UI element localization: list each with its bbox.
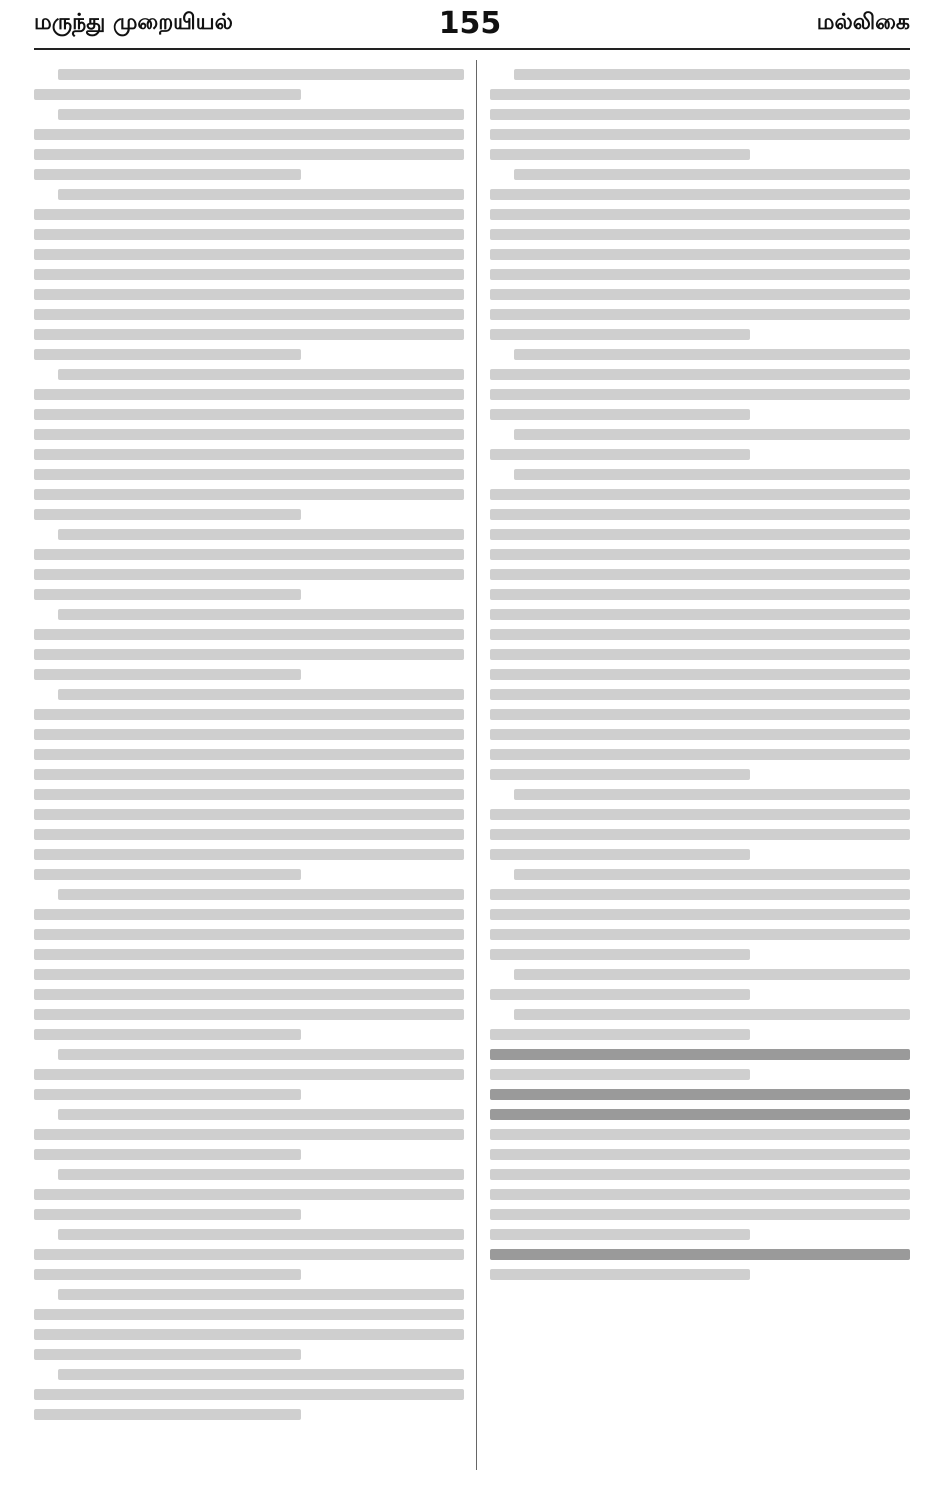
- text-line-placeholder: [34, 809, 464, 820]
- text-line-placeholder: [490, 729, 910, 740]
- text-placeholder-paragraph: [490, 469, 910, 780]
- text-line-placeholder: [490, 329, 750, 340]
- text-line-placeholder: [58, 609, 464, 620]
- text-line-placeholder: [34, 829, 464, 840]
- text-line-placeholder: [490, 769, 750, 780]
- text-line-placeholder: [34, 669, 301, 680]
- text-line-placeholder: [490, 709, 910, 720]
- text-placeholder-paragraph: [34, 189, 464, 360]
- text-line-placeholder: [490, 369, 910, 380]
- text-line-placeholder: [34, 169, 301, 180]
- text-placeholder-paragraph: [34, 109, 464, 180]
- text-line-placeholder: [34, 389, 464, 400]
- text-line-placeholder: [34, 1249, 464, 1260]
- text-line-placeholder: [58, 109, 464, 120]
- text-line-placeholder: [490, 1249, 910, 1260]
- running-title-left: மருந்து முறையியல்: [34, 10, 233, 35]
- text-line-placeholder: [34, 1069, 464, 1080]
- text-line-placeholder: [490, 1209, 910, 1220]
- text-placeholder-paragraph: [490, 869, 910, 960]
- text-line-placeholder: [58, 189, 464, 200]
- text-placeholder-paragraph: [34, 1169, 464, 1220]
- text-line-placeholder: [34, 1309, 464, 1320]
- text-line-placeholder: [58, 889, 464, 900]
- text-placeholder-paragraph: [490, 429, 910, 460]
- text-line-placeholder: [34, 849, 464, 860]
- text-line-placeholder: [34, 269, 464, 280]
- text-line-placeholder: [34, 629, 464, 640]
- text-line-placeholder: [490, 649, 910, 660]
- text-placeholder-entry: [490, 1089, 910, 1100]
- text-placeholder-entry: [490, 1109, 910, 1240]
- header-rule: [34, 48, 910, 50]
- text-line-placeholder: [34, 749, 464, 760]
- text-line-placeholder: [514, 1009, 910, 1020]
- text-placeholder-paragraph: [490, 1009, 910, 1040]
- text-line-placeholder: [490, 1069, 750, 1080]
- text-line-placeholder: [490, 509, 910, 520]
- text-line-placeholder: [490, 389, 910, 400]
- text-line-placeholder: [34, 969, 464, 980]
- text-line-placeholder: [34, 229, 464, 240]
- text-line-placeholder: [34, 769, 464, 780]
- text-line-placeholder: [514, 969, 910, 980]
- text-placeholder-paragraph: [34, 69, 464, 100]
- text-placeholder-paragraph: [34, 1369, 464, 1420]
- text-line-placeholder: [514, 789, 910, 800]
- text-placeholder-paragraph: [34, 889, 464, 1040]
- text-line-placeholder: [34, 1409, 301, 1420]
- text-line-placeholder: [34, 209, 464, 220]
- text-line-placeholder: [58, 69, 464, 80]
- text-placeholder-entry: [490, 1249, 910, 1280]
- text-placeholder-paragraph: [34, 609, 464, 680]
- text-line-placeholder: [490, 989, 750, 1000]
- text-line-placeholder: [490, 929, 910, 940]
- text-line-placeholder: [490, 309, 910, 320]
- text-line-placeholder: [34, 709, 464, 720]
- text-line-placeholder: [490, 209, 910, 220]
- text-line-placeholder: [34, 989, 464, 1000]
- text-line-placeholder: [490, 109, 910, 120]
- text-line-placeholder: [490, 749, 910, 760]
- text-line-placeholder: [58, 529, 464, 540]
- text-line-placeholder: [490, 1169, 910, 1180]
- text-line-placeholder: [514, 469, 910, 480]
- page-number: 155: [438, 6, 502, 41]
- text-line-placeholder: [490, 1149, 910, 1160]
- text-line-placeholder: [490, 489, 910, 500]
- text-line-placeholder: [514, 429, 910, 440]
- text-line-placeholder: [34, 489, 464, 500]
- text-line-placeholder: [490, 829, 910, 840]
- text-placeholder-paragraph: [490, 349, 910, 420]
- right-column: [490, 60, 910, 1470]
- text-line-placeholder: [34, 1209, 301, 1220]
- text-line-placeholder: [490, 549, 910, 560]
- text-line-placeholder: [58, 369, 464, 380]
- text-line-placeholder: [34, 449, 464, 460]
- text-line-placeholder: [490, 569, 910, 580]
- text-line-placeholder: [34, 1189, 464, 1200]
- text-line-placeholder: [58, 1109, 464, 1120]
- text-line-placeholder: [490, 669, 910, 680]
- text-line-placeholder: [34, 289, 464, 300]
- text-line-placeholder: [490, 949, 750, 960]
- text-line-placeholder: [34, 329, 464, 340]
- text-line-placeholder: [490, 1049, 910, 1060]
- text-line-placeholder: [490, 589, 910, 600]
- text-line-placeholder: [34, 429, 464, 440]
- text-line-placeholder: [58, 1369, 464, 1380]
- text-line-placeholder: [490, 1189, 910, 1200]
- text-line-placeholder: [34, 149, 464, 160]
- text-placeholder-paragraph: [34, 369, 464, 520]
- text-line-placeholder: [34, 569, 464, 580]
- text-line-placeholder: [34, 589, 301, 600]
- text-line-placeholder: [34, 349, 301, 360]
- text-line-placeholder: [34, 249, 464, 260]
- text-line-placeholder: [34, 949, 464, 960]
- text-line-placeholder: [514, 169, 910, 180]
- text-line-placeholder: [34, 1129, 464, 1140]
- text-placeholder-paragraph: [34, 1229, 464, 1280]
- text-line-placeholder: [34, 869, 301, 880]
- text-line-placeholder: [34, 909, 464, 920]
- text-line-placeholder: [34, 1009, 464, 1020]
- text-placeholder-paragraph: [34, 1289, 464, 1360]
- text-line-placeholder: [490, 149, 750, 160]
- text-line-placeholder: [34, 1269, 301, 1280]
- text-line-placeholder: [490, 249, 910, 260]
- text-line-placeholder: [514, 349, 910, 360]
- text-placeholder-paragraph: [490, 969, 910, 1000]
- text-placeholder-entry: [490, 1049, 910, 1080]
- text-line-placeholder: [34, 409, 464, 420]
- text-line-placeholder: [490, 689, 910, 700]
- text-line-placeholder: [490, 1229, 750, 1240]
- text-line-placeholder: [490, 409, 750, 420]
- text-line-placeholder: [34, 129, 464, 140]
- text-line-placeholder: [490, 629, 910, 640]
- text-line-placeholder: [58, 1049, 464, 1060]
- text-line-placeholder: [490, 1109, 910, 1120]
- text-line-placeholder: [58, 689, 464, 700]
- text-line-placeholder: [34, 549, 464, 560]
- left-column: [34, 60, 464, 1470]
- text-line-placeholder: [514, 69, 910, 80]
- text-line-placeholder: [34, 1029, 301, 1040]
- text-line-placeholder: [34, 1089, 301, 1100]
- text-line-placeholder: [34, 469, 464, 480]
- column-divider: [476, 60, 477, 1470]
- text-placeholder-paragraph: [490, 789, 910, 860]
- text-line-placeholder: [34, 509, 301, 520]
- text-line-placeholder: [490, 809, 910, 820]
- text-line-placeholder: [490, 289, 910, 300]
- text-line-placeholder: [34, 309, 464, 320]
- text-line-placeholder: [34, 729, 464, 740]
- text-line-placeholder: [490, 89, 910, 100]
- text-line-placeholder: [490, 129, 910, 140]
- text-placeholder-paragraph: [34, 1109, 464, 1160]
- running-title-right: மல்லிகை: [816, 10, 910, 35]
- text-placeholder-paragraph: [34, 1049, 464, 1100]
- text-line-placeholder: [490, 1089, 910, 1100]
- text-line-placeholder: [34, 929, 464, 940]
- text-line-placeholder: [58, 1289, 464, 1300]
- text-line-placeholder: [34, 89, 301, 100]
- text-line-placeholder: [34, 1349, 301, 1360]
- text-line-placeholder: [490, 269, 910, 280]
- text-line-placeholder: [490, 229, 910, 240]
- text-line-placeholder: [58, 1169, 464, 1180]
- text-line-placeholder: [34, 1149, 301, 1160]
- text-line-placeholder: [490, 449, 750, 460]
- text-line-placeholder: [490, 1029, 750, 1040]
- text-line-placeholder: [490, 849, 750, 860]
- text-line-placeholder: [34, 1329, 464, 1340]
- text-line-placeholder: [490, 909, 910, 920]
- text-line-placeholder: [490, 1129, 910, 1140]
- text-placeholder-paragraph: [490, 169, 910, 340]
- text-line-placeholder: [34, 649, 464, 660]
- text-line-placeholder: [34, 789, 464, 800]
- text-line-placeholder: [490, 609, 910, 620]
- text-placeholder-paragraph: [490, 69, 910, 160]
- text-line-placeholder: [490, 889, 910, 900]
- text-line-placeholder: [490, 1269, 750, 1280]
- text-line-placeholder: [58, 1229, 464, 1240]
- text-placeholder-paragraph: [34, 529, 464, 600]
- text-line-placeholder: [514, 869, 910, 880]
- text-placeholder-paragraph: [34, 689, 464, 880]
- text-line-placeholder: [490, 529, 910, 540]
- text-line-placeholder: [490, 189, 910, 200]
- text-line-placeholder: [34, 1389, 464, 1400]
